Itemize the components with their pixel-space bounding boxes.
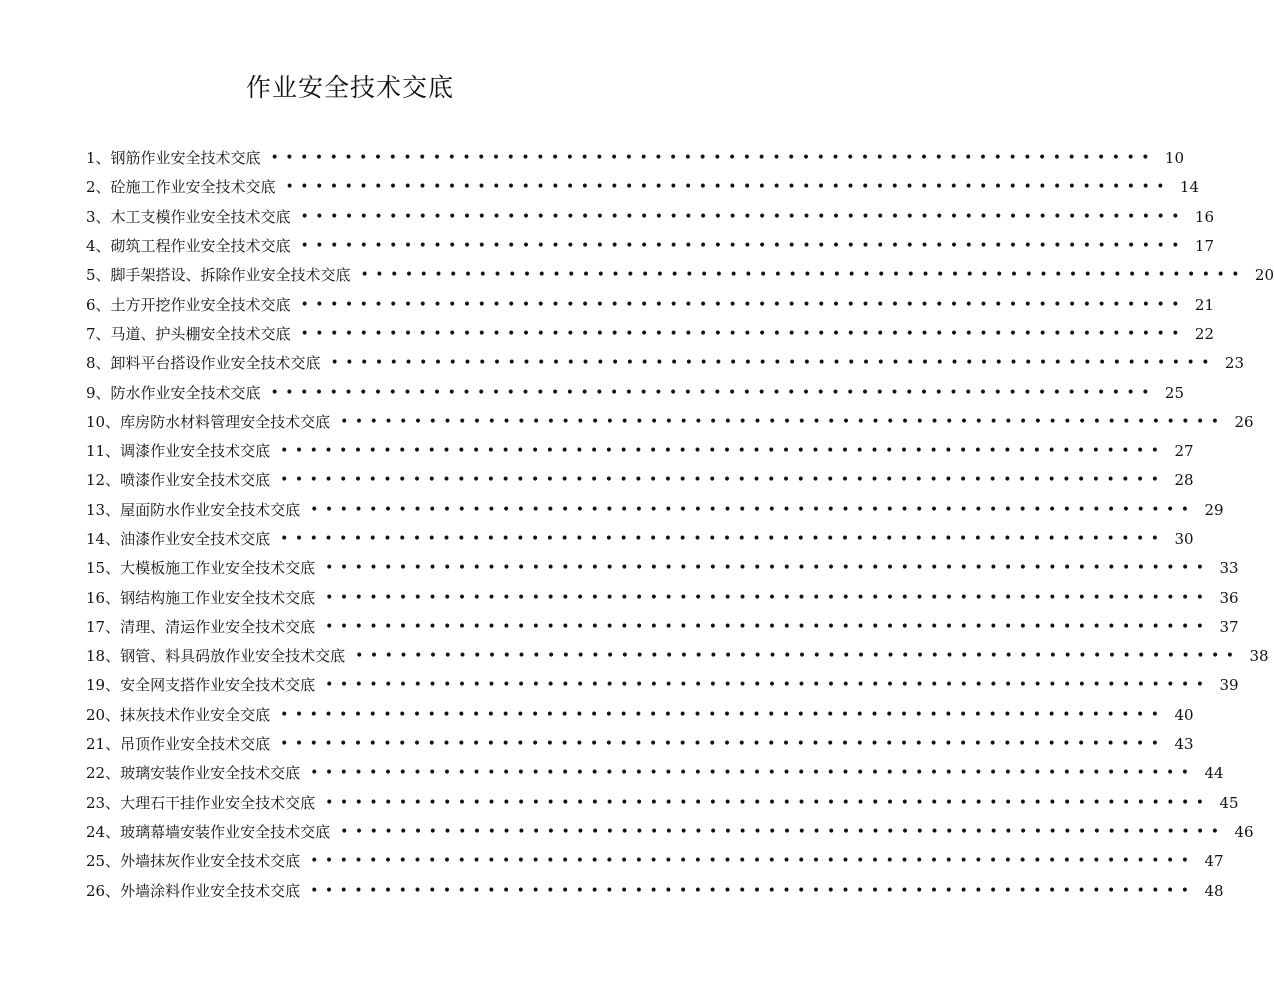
toc-entry xyxy=(86,466,1194,495)
toc-entry xyxy=(86,320,1215,349)
dot-leader: •••••••••••••••••••••••••••••••••••••••••••••••••••••••••••• xyxy=(310,765,1196,782)
toc-entry-label: 22、玻璃安装作业安全技术交底 xyxy=(86,764,301,783)
toc-entry xyxy=(86,232,1215,261)
dot-leader: •••••••••••••••••••••••••••••••••••••••••••••••••••••••••••• xyxy=(325,589,1211,606)
toc-entry-label: 19、安全网支搭作业安全技术交底 xyxy=(86,676,316,695)
dot-leader: •••••••••••••••••••••••••••••••••••••••••••••••••••••••••••• xyxy=(360,267,1247,284)
dot-leader: •••••••••••••••••••••••••••••••••••••••••••••••••••••••••••• xyxy=(310,853,1196,870)
dot-leader: •••••••••••••••••••••••••••••••••••••••••••••••••••••••••••• xyxy=(310,882,1196,899)
dot-leader: •••••••••••••••••••••••••••••••••••••••••••••••••••••••••••• xyxy=(270,150,1157,167)
toc-entry xyxy=(86,437,1194,466)
toc-entry-page-number: 33 xyxy=(1219,559,1239,578)
toc-entry-page-number: 10 xyxy=(1164,149,1185,168)
toc-entry-label: 20、抹灰技术作业安全交底 xyxy=(86,705,271,724)
dot-leader: •••••••••••••••••••••••••••••••••••••••••••••••••••••••••••• xyxy=(300,208,1187,225)
toc-entry xyxy=(86,144,1185,173)
toc-entry-page-number: 46 xyxy=(1234,822,1254,841)
toc-entry-page-number: 36 xyxy=(1219,588,1239,607)
toc-entry-label: 13、屋面防水作业安全技术交底 xyxy=(86,500,301,519)
toc-entry-label: 14、油漆作业安全技术交底 xyxy=(86,530,271,548)
dot-leader: •••••••••••••••••••••••••••••••••••••••••••••••••••••••••••• xyxy=(330,355,1217,372)
toc-entry-label: 18、钢管、料具码放作业安全技术交底 xyxy=(86,647,346,666)
toc-entry xyxy=(86,789,1239,818)
toc-entry-page-number: 26 xyxy=(1234,412,1254,431)
dot-leader: •••••••••••••••••••••••••••••••••••••••••••••••••••••••••••• xyxy=(285,179,1172,196)
toc-entry xyxy=(86,349,1245,378)
toc-entry-page-number: 20 xyxy=(1254,266,1274,285)
toc-entry-page-number: 40 xyxy=(1174,705,1194,724)
toc-entry-page-number: 48 xyxy=(1204,881,1224,900)
toc-entry-page-number: 30 xyxy=(1174,530,1194,548)
page-title: 作业安全技术交底 xyxy=(245,73,454,102)
toc-entry-label: 6、土方开挖作业安全技术交底 xyxy=(86,295,291,314)
toc-entry-page-number: 28 xyxy=(1174,471,1194,490)
dot-leader: •••••••••••••••••••••••••••••••••••••••••••••••••••••••••••• xyxy=(355,648,1241,665)
toc-entry xyxy=(86,818,1254,847)
toc-entry xyxy=(86,203,1215,232)
dot-leader: •••••••••••••••••••••••••••••••••••••••••••••••••••••••••••• xyxy=(280,736,1166,753)
dot-leader: •••••••••••••••••••••••••••••••••••••••••••••••••••••••••••• xyxy=(310,501,1196,518)
toc-entry-page-number: 38 xyxy=(1249,647,1269,666)
toc-entry-page-number: 25 xyxy=(1164,383,1185,402)
toc-entry-label: 1、钢筋作业安全技术交底 xyxy=(86,149,261,168)
toc-entry-page-number: 21 xyxy=(1194,295,1215,314)
dot-leader: •••••••••••••••••••••••••••••••••••••••••••••••••••••••••••• xyxy=(340,823,1226,840)
toc-entry xyxy=(86,701,1194,730)
dot-leader: •••••••••••••••••••••••••••••••••••••••••••••••••••••••••••• xyxy=(300,325,1187,342)
toc-entry-label: 16、钢结构施工作业安全技术交底 xyxy=(86,588,316,607)
toc-entry-label: 7、马道、护头棚安全技术交底 xyxy=(86,324,291,343)
dot-leader: •••••••••••••••••••••••••••••••••••••••••••••••••••••••••••• xyxy=(280,472,1166,489)
toc-entry-page-number: 47 xyxy=(1204,852,1224,871)
dot-leader: •••••••••••••••••••••••••••••••••••••••••••••••••••••••••••• xyxy=(325,677,1211,694)
toc-entry xyxy=(86,583,1239,612)
toc-entry-page-number: 29 xyxy=(1204,500,1224,519)
toc-entry-label: 4、砌筑工程作业安全技术交底 xyxy=(86,237,291,256)
toc-entry-page-number: 39 xyxy=(1219,676,1239,695)
toc-entry xyxy=(86,847,1224,876)
dot-leader: •••••••••••••••••••••••••••••••••••••••••••••••••••••••••••• xyxy=(300,238,1187,255)
toc-entry xyxy=(86,290,1215,319)
toc-entry-page-number: 23 xyxy=(1224,354,1245,373)
toc-entry-page-number: 45 xyxy=(1219,793,1239,812)
toc-entry xyxy=(86,525,1194,554)
toc-entry xyxy=(86,378,1185,407)
toc-entry-page-number: 22 xyxy=(1194,324,1215,343)
toc-entry-label: 25、外墙抹灰作业安全技术交底 xyxy=(86,852,301,871)
toc-entry xyxy=(86,408,1254,437)
toc-entry-label: 3、木工支模作业安全技术交底 xyxy=(86,207,291,226)
dot-leader: •••••••••••••••••••••••••••••••••••••••••••••••••••••••••••• xyxy=(325,560,1211,577)
toc-entry-label: 2、砼施工作业安全技术交底 xyxy=(86,178,276,197)
toc-entry-page-number: 17 xyxy=(1194,237,1215,256)
toc-entry-page-number: 27 xyxy=(1174,442,1194,461)
dot-leader: •••••••••••••••••••••••••••••••••••••••••••••••••••••••••••• xyxy=(280,531,1166,547)
toc-entry-page-number: 43 xyxy=(1174,735,1194,754)
toc-entry-page-number: 16 xyxy=(1194,207,1215,226)
toc-entry-label: 12、喷漆作业安全技术交底 xyxy=(86,471,271,490)
toc-entry-label: 17、清理、清运作业安全技术交底 xyxy=(86,617,316,636)
dot-leader: •••••••••••••••••••••••••••••••••••••••••••••••••••••••••••• xyxy=(280,443,1166,460)
toc-entry xyxy=(86,642,1269,671)
toc-entry-label: 21、吊顶作业安全技术交底 xyxy=(86,735,271,754)
toc-entry xyxy=(86,173,1200,202)
toc-entry-page-number: 44 xyxy=(1204,764,1224,783)
toc-entry-label: 5、脚手架搭设、拆除作业安全技术交底 xyxy=(86,266,351,285)
toc-entry-label: 11、调漆作业安全技术交底 xyxy=(86,442,271,461)
toc-entry-label: 26、外墙涂料作业安全技术交底 xyxy=(86,881,301,900)
toc-entry xyxy=(86,876,1224,905)
toc-entry-label: 23、大理石干挂作业安全技术交底 xyxy=(86,793,316,812)
dot-leader: •••••••••••••••••••••••••••••••••••••••••••••••••••••••••••• xyxy=(340,413,1226,430)
toc-entry-label: 24、玻璃幕墙安装作业安全技术交底 xyxy=(86,822,331,841)
toc-entry xyxy=(86,730,1194,759)
table-of-contents xyxy=(86,144,1274,906)
toc-entry-label: 15、大模板施工作业安全技术交底 xyxy=(86,559,316,578)
toc-entry-label: 8、卸料平台搭设作业安全技术交底 xyxy=(86,354,321,373)
toc-entry xyxy=(86,496,1224,525)
toc-entry xyxy=(86,554,1239,583)
dot-leader: •••••••••••••••••••••••••••••••••••••••••••••••••••••••••••• xyxy=(325,794,1211,811)
dot-leader: •••••••••••••••••••••••••••••••••••••••••••••••••••••••••••• xyxy=(280,706,1166,723)
toc-entry xyxy=(86,759,1224,788)
toc-entry xyxy=(86,613,1239,642)
toc-entry xyxy=(86,671,1239,700)
toc-entry-page-number: 37 xyxy=(1219,617,1239,636)
toc-entry-label: 9、防水作业安全技术交底 xyxy=(86,383,261,402)
toc-entry-page-number: 14 xyxy=(1179,178,1200,197)
dot-leader: •••••••••••••••••••••••••••••••••••••••••••••••••••••••••••• xyxy=(300,296,1187,313)
dot-leader: •••••••••••••••••••••••••••••••••••••••••••••••••••••••••••• xyxy=(270,384,1157,401)
toc-entry-label: 10、库房防水材料管理安全技术交底 xyxy=(86,412,331,431)
dot-leader: •••••••••••••••••••••••••••••••••••••••••••••••••••••••••••• xyxy=(325,618,1211,635)
toc-entry xyxy=(86,261,1274,290)
